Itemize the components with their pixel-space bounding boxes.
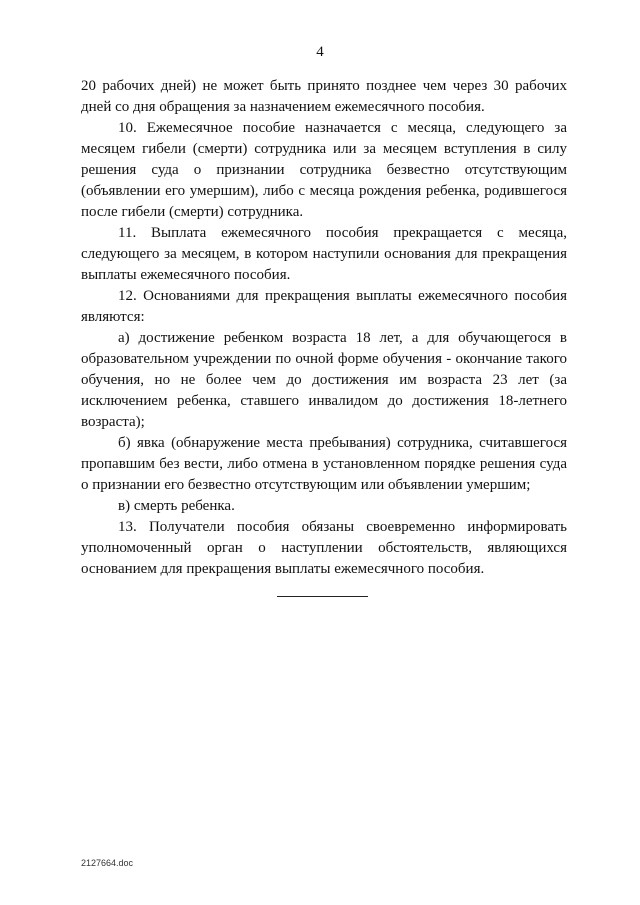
paragraph-11: 11. Выплата ежемесячного пособия прекращается с месяца, следующего за месяцем, в котором наступили основания для прекращения выплаты ежемесячного пособия. xyxy=(81,225,567,283)
paragraph-12-item-a: а) достижение ребенком возраста 18 лет, а для обучающегося в образовательном учреждении по очной форме обучения - окончание такого обучения, но не более чем до достижения им возраста 23 лет (за исключением ребенка, ставшего инвалидом до достижения 18-летнего возраста); xyxy=(81,330,567,430)
paragraph-continuation: 20 рабочих дней) не может быть принято позднее чем через 30 рабочих дней со дня обращения за назначением ежемесячного пособия. xyxy=(81,78,567,115)
paragraph-13: 13. Получатели пособия обязаны своевременно информировать уполномоченный орган о наступлении обстоятельств, являющихся основанием для прекращения выплаты ежемесячного пособия. xyxy=(81,519,567,577)
paragraph-12-item-b: б) явка (обнаружение места пребывания) сотрудника, считавшегося пропавшим без вести, либо отмена в установленном порядке решения суда о признании его безвестно отсутствующим или объявлении умершим; xyxy=(81,435,567,493)
paragraph-12-item-c: в) смерть ребенка. xyxy=(118,498,235,514)
paragraph-12: 12. Основаниями для прекращения выплаты ежемесячного пособия являются: xyxy=(81,288,567,325)
footer-file-name: 2127664.doc xyxy=(81,858,134,868)
page-number: 4 xyxy=(316,44,324,60)
paragraph-10: 10. Ежемесячное пособие назначается с месяца, следующего за месяцем гибели (смерти) сотрудника или за месяцем вступления в силу решения суда о признании сотрудника безвестно отсутствующим (объявлении его умершим), либо с месяца рождения ребенка, родившегося после гибели (смерти) сотрудника. xyxy=(81,120,567,220)
end-divider xyxy=(277,596,368,597)
document-body xyxy=(81,76,567,580)
